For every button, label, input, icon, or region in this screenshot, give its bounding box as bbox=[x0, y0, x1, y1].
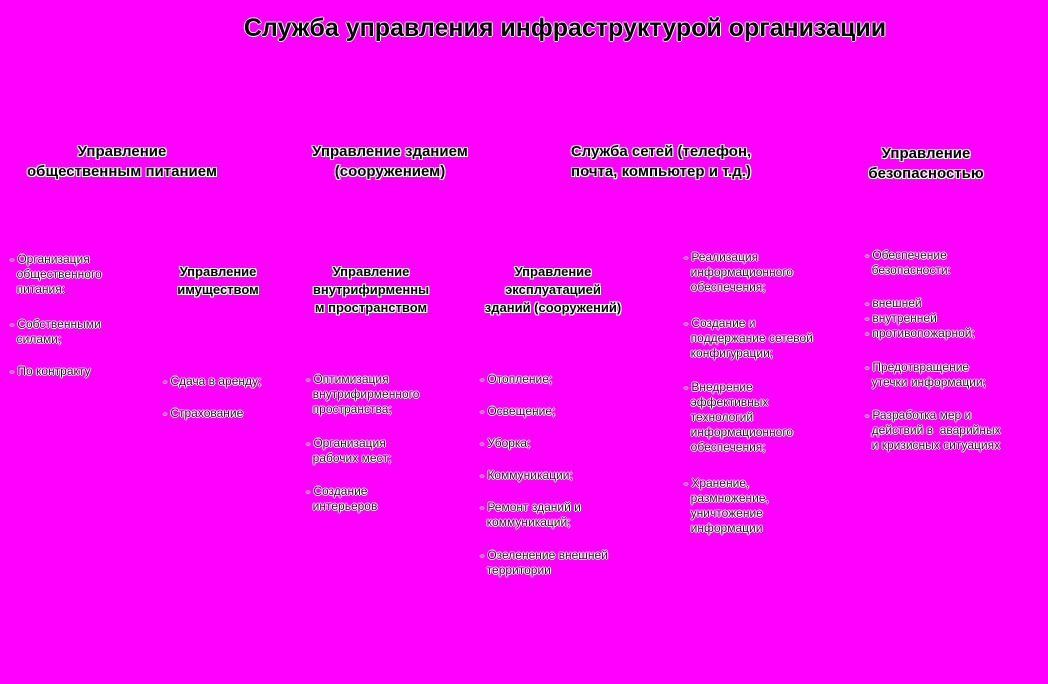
list-item-space-optimization: - Оптимизация внутрифирменного пространства; bbox=[306, 372, 420, 416]
list-item-property-rent: - Сдача в аренду; bbox=[163, 374, 262, 388]
list-item-networks-tech: - Внедрение эффективных технологий информационного обеспечения; bbox=[684, 380, 794, 454]
list-item-networks-implementation: - Реализация информационного обеспечения; bbox=[684, 250, 794, 294]
header-networks: Служба сетей (телефон, почта, компьютер и т.д.) bbox=[570, 143, 752, 180]
list-item-security-emergency: - Разработка мер и действий в аварийных и кризисных ситуациях bbox=[865, 408, 1001, 452]
page-title: Служба управления инфраструктурой организации bbox=[243, 14, 887, 42]
list-item-networks-storage: - Хранение, размножение, уничтожение информации bbox=[684, 476, 769, 535]
list-item-food-own: - Собственными силами; bbox=[10, 317, 101, 346]
list-item-operation-communications: - Коммуникации; bbox=[480, 468, 573, 482]
list-item-networks-config: - Создание и поддержание сетевой конфигурации; bbox=[684, 316, 813, 360]
list-item-food-org: - Организация общественного питания: bbox=[10, 252, 102, 296]
list-item-operation-cleaning: - Уборка; bbox=[480, 436, 531, 450]
list-item-food-contract: - По контракту bbox=[10, 364, 91, 378]
subheader-space: Управление внутрифирменны м пространством bbox=[312, 264, 430, 315]
list-item-operation-landscaping: - Озеленение внешней территории bbox=[480, 548, 608, 577]
list-item-space-workplaces: - Организация рабочих мест; bbox=[306, 436, 392, 465]
list-item-operation-repair: - Ремонт зданий и коммуникаций; bbox=[480, 500, 581, 529]
list-item-security-leak: - Предотвращение утечки информации; bbox=[865, 360, 986, 389]
list-item-operation-heating: - Отопление; bbox=[480, 372, 553, 386]
header-security: Управление безопасностью bbox=[868, 145, 984, 182]
subheader-operation: Управление эксплуатацией зданий (сооружений) bbox=[484, 264, 622, 315]
subheader-property: Управление имуществом bbox=[177, 264, 259, 297]
list-item-property-insurance: - Страхование bbox=[163, 406, 244, 420]
header-food: Управление общественным питанием bbox=[27, 143, 217, 180]
list-item-space-interiors: - Создание интерьеров bbox=[306, 484, 378, 513]
list-item-operation-lighting: - Освещение; bbox=[480, 404, 556, 418]
header-building: Управление зданием (сооружением) bbox=[312, 143, 468, 180]
list-item-security-provision: - Обеспечение безопасности: bbox=[865, 248, 951, 277]
list-item-security-types: - внешней - внутренней - противопожарной; bbox=[865, 296, 975, 340]
